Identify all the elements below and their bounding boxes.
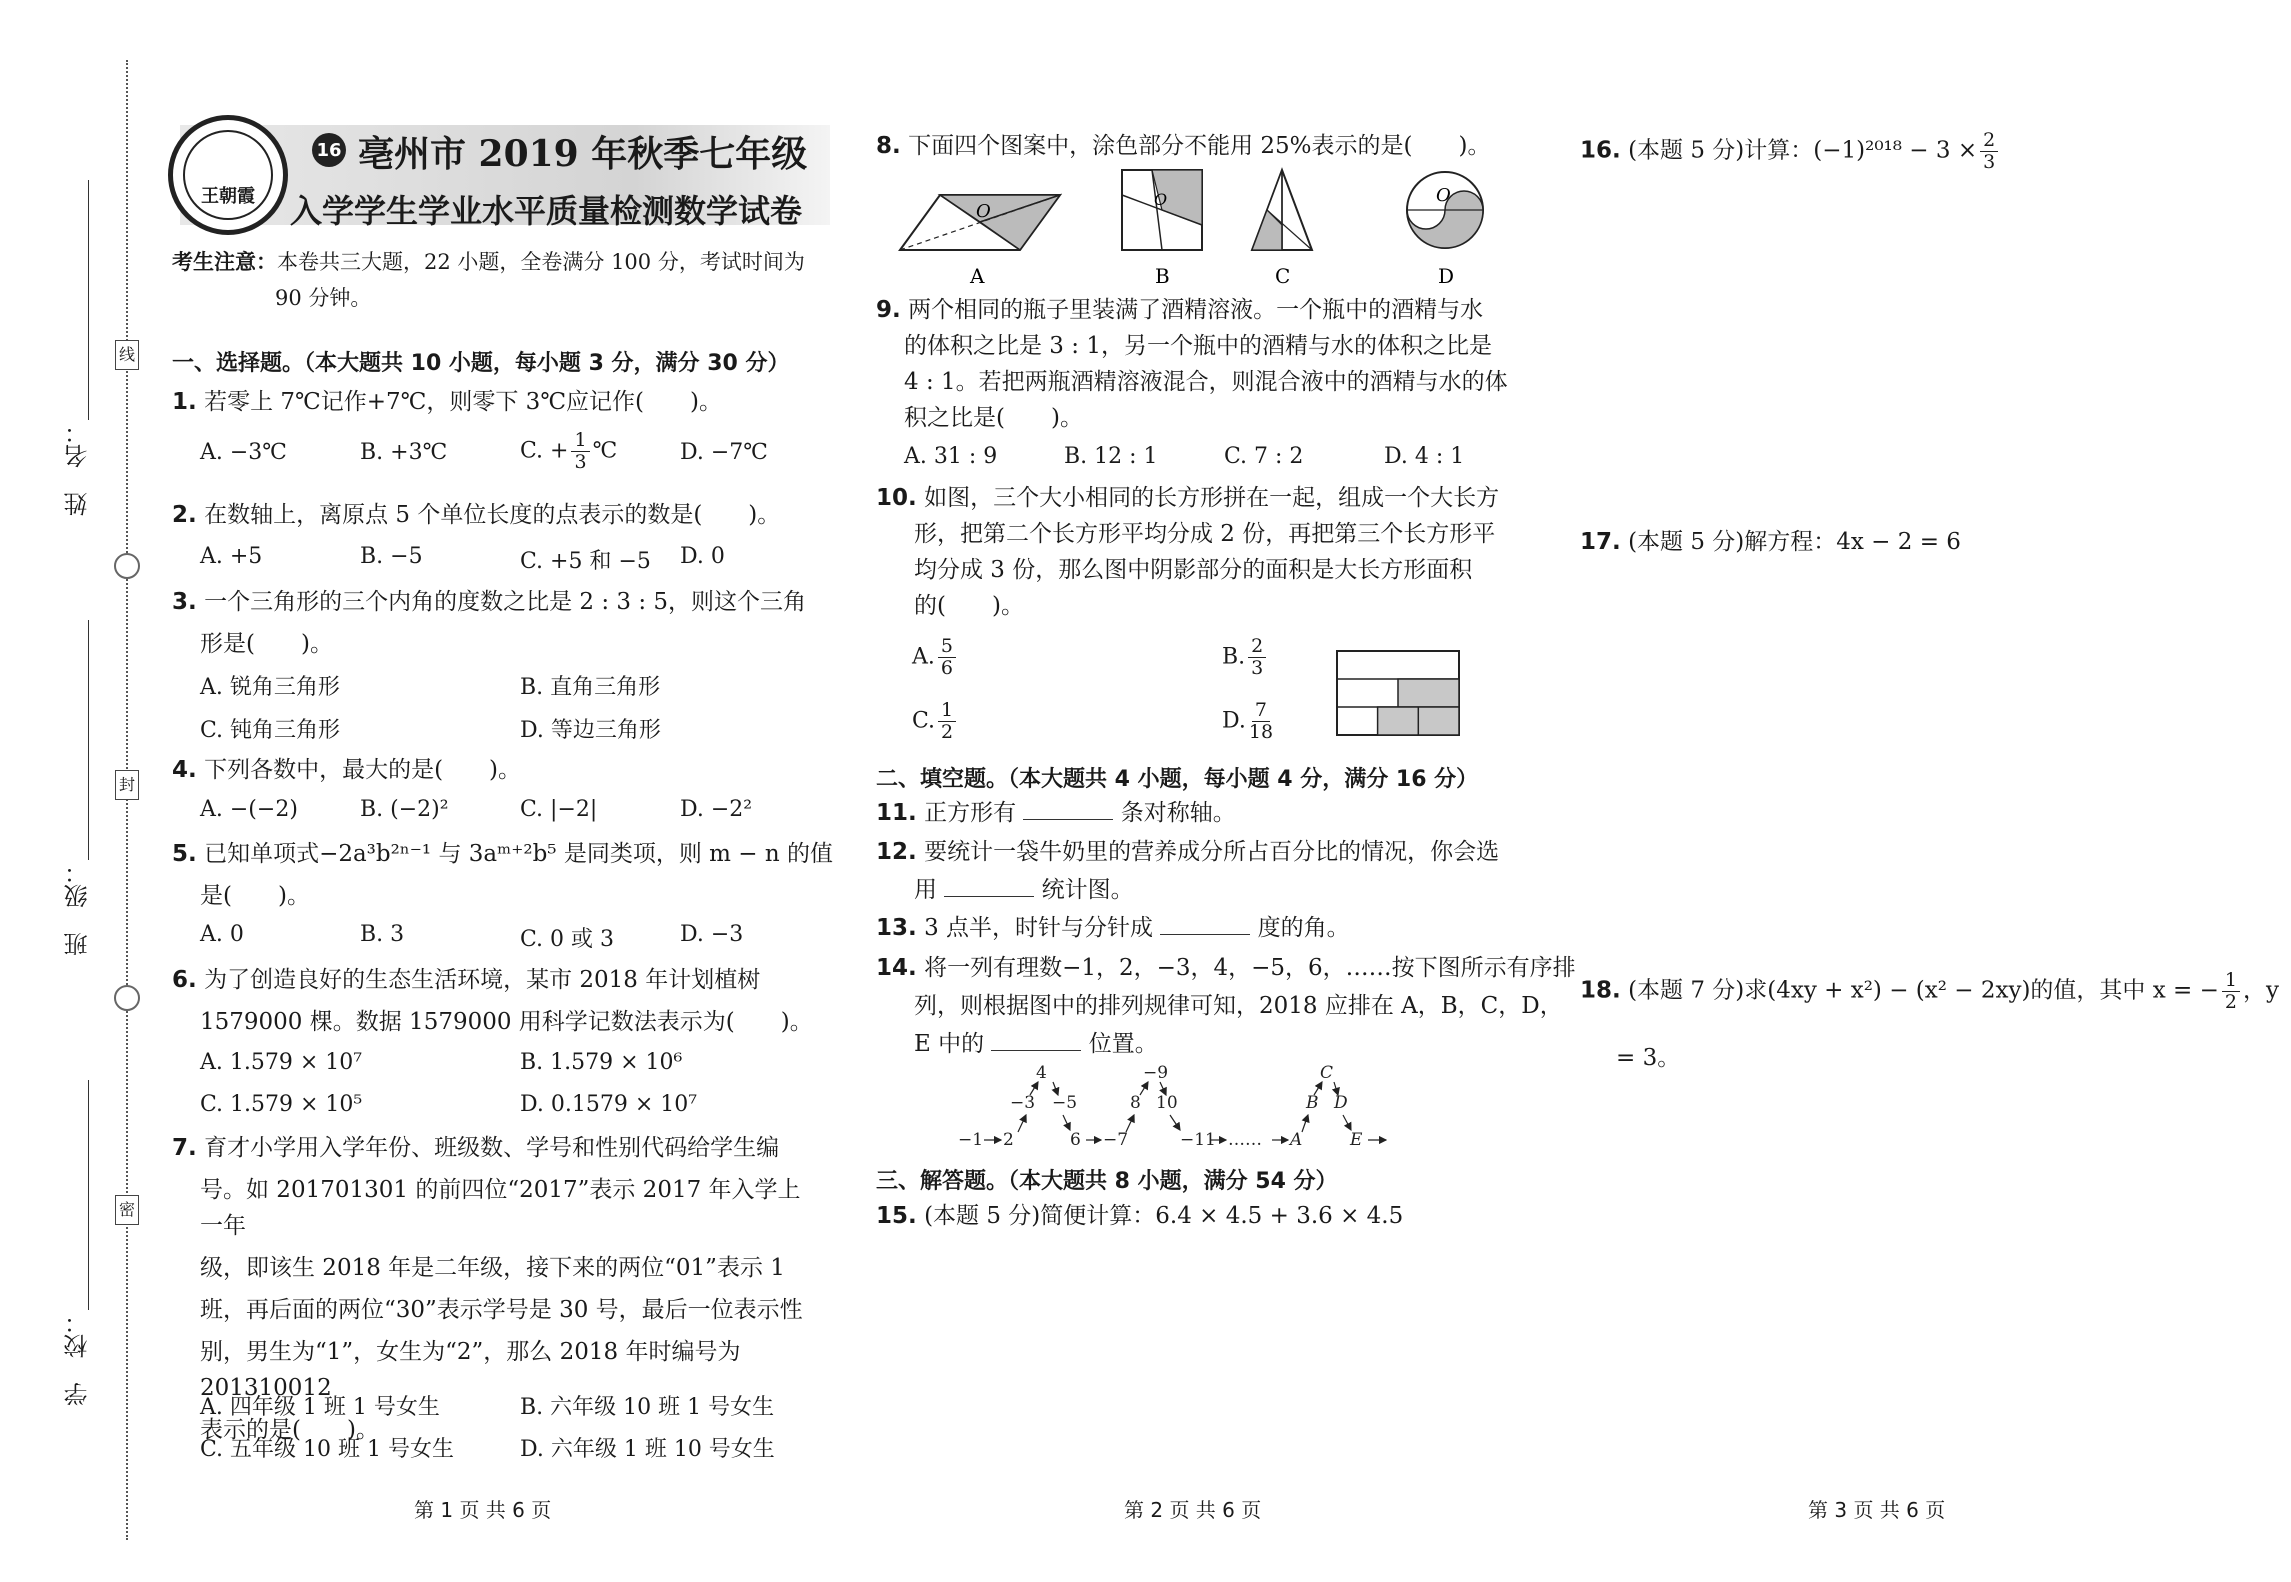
question-number: 7. — [172, 1135, 197, 1161]
question-18 — [1580, 970, 2279, 1013]
seq-value: 10 — [1156, 1093, 1178, 1113]
question-number: 18. — [1580, 977, 1621, 1004]
question-7-line — [172, 1130, 812, 1166]
q10-rectangle-figure — [1336, 650, 1462, 740]
question-3-cont: 形是( )。 — [200, 631, 333, 657]
q3-option-a: A. 锐角三角形 — [200, 675, 340, 700]
logo — [168, 115, 288, 235]
fraction-denominator: 3 — [1983, 151, 1996, 173]
q7-option-b: B. 六年级 10 班 1 号女生 — [520, 1395, 775, 1420]
question-text: 下面四个图案中，涂色部分不能用 25%表示的是( )。 — [908, 133, 1491, 159]
question-number: 10. — [876, 485, 917, 511]
paper-number: 16 — [316, 139, 342, 161]
figure-label-c: C — [1275, 264, 1291, 288]
binding-dotted-line — [126, 60, 128, 1540]
q10-option-b — [1222, 636, 1269, 679]
figure-label-a: A — [970, 264, 985, 288]
q10-option-a — [912, 636, 959, 679]
question-9 — [876, 292, 1516, 436]
school-underline — [88, 1080, 89, 1310]
fraction-denominator: 2 — [941, 721, 954, 743]
seq-value: −9 — [1143, 1063, 1169, 1083]
question-number: 6. — [172, 967, 197, 993]
fraction — [1980, 130, 1998, 173]
seq-value: −11 — [1180, 1130, 1216, 1150]
answer-blank[interactable] — [1023, 819, 1113, 820]
question-text: 统计图。 — [1041, 877, 1134, 903]
q5-option-d: D. −3 — [680, 922, 744, 947]
question-text: ，y — [2242, 977, 2279, 1004]
question-7-line: 表示的是( )。 — [200, 1417, 379, 1443]
q9-option-d: D. 4 : 1 — [1384, 444, 1465, 469]
q1-c-prefix: C. + — [520, 438, 569, 464]
question-12-cont — [914, 872, 1134, 908]
fraction-numerator: 5 — [938, 636, 956, 658]
question-text: (本题 5 分)简便计算：6.4 × 4.5 + 3.6 × 4.5 — [924, 1203, 1404, 1229]
question-text: 下列各数中，最大的是( )。 — [204, 757, 522, 783]
question-6 — [172, 962, 760, 998]
seq-value: 8 — [1130, 1093, 1141, 1113]
q4-option-a: A. −(−2) — [200, 797, 298, 822]
q6-option-d: D. 0.1579 × 10⁷ — [520, 1092, 698, 1117]
question-number: 13. — [876, 915, 917, 941]
question-number: 5. — [172, 841, 197, 867]
notice-text-2: 90 分钟。 — [275, 286, 372, 310]
option-letter: C. — [912, 708, 936, 734]
question-10-line — [876, 480, 1516, 516]
notice-label: 考生注意： — [172, 249, 277, 274]
section-2-title: 二、填空题。（本大题共 4 小题，每小题 4 分，满分 16 分） — [876, 767, 1479, 792]
question-text: 如图，三个大小相同的长方形拼在一起，组成一个大长方 — [924, 485, 1500, 511]
seq-position: A — [1290, 1130, 1303, 1150]
figure-a — [900, 195, 1060, 250]
question-number: 2. — [172, 502, 197, 528]
question-10 — [876, 480, 1516, 624]
seq-position: D — [1334, 1093, 1348, 1113]
question-number: 3. — [172, 589, 197, 615]
q10-option-c — [912, 700, 959, 743]
q9-option-c: C. 7 : 2 — [1224, 444, 1304, 469]
question-number: 14. — [876, 955, 917, 981]
q7-option-d: D. 六年级 1 班 10 号女生 — [520, 1437, 775, 1462]
page-footer-3: 第 3 页 共 6 页 — [1808, 1498, 1946, 1522]
answer-blank[interactable] — [944, 896, 1034, 897]
fraction-denominator: 18 — [1248, 721, 1274, 743]
question-number: 12. — [876, 839, 917, 865]
seq-value: −5 — [1052, 1093, 1078, 1113]
question-text: 正方形有 — [924, 800, 1017, 826]
seq-position: E — [1350, 1130, 1363, 1150]
seq-value: 6 — [1070, 1130, 1081, 1150]
q1-option-c — [520, 430, 617, 473]
fraction — [1248, 636, 1266, 679]
fraction — [938, 636, 956, 679]
q4-option-b: B. (−2)² — [360, 797, 449, 822]
question-number: 1. — [172, 389, 197, 415]
fraction — [2222, 970, 2240, 1013]
figure-label-d: D — [1438, 264, 1455, 288]
q2-option-b: B. −5 — [360, 544, 423, 569]
question-number: 9. — [876, 297, 901, 323]
seq-value: …… — [1228, 1130, 1262, 1150]
question-text: 将一列有理数−1，2，−3，4，−5，6，……按下图所示有序排 — [924, 955, 1576, 981]
question-10-line: 的( )。 — [914, 593, 1024, 619]
seal-mark-secret: 密 — [115, 1195, 139, 1225]
q3-option-b: B. 直角三角形 — [520, 675, 661, 700]
fraction-numerator: 2 — [1980, 130, 1998, 152]
q6-option-b: B. 1.579 × 10⁶ — [520, 1050, 683, 1075]
question-text: 已知单项式−2a³b²ⁿ⁻¹ 与 3aᵐ⁺²b⁵ 是同类项，则 m − n 的值 — [204, 841, 833, 867]
question-10-line: 形，把第二个长方形平均分成 2 份，再把第三个长方形平 — [914, 521, 1496, 547]
question-text: 两个相同的瓶子里装满了酒精溶液。一个瓶中的酒精与水 — [908, 297, 1484, 323]
seq-value: −1 — [958, 1130, 984, 1150]
question-11 — [876, 795, 1236, 831]
q5-option-a: A. 0 — [200, 922, 244, 947]
question-9-line: 积之比是( )。 — [904, 405, 1083, 431]
question-7-line: 号。如 201701301 的前四位“2017”表示 2017 年入学上一年 — [200, 1177, 801, 1239]
question-2 — [172, 497, 780, 533]
binding-hole-icon — [114, 553, 140, 579]
seq-value: 4 — [1036, 1063, 1047, 1083]
question-9-line: 4 : 1。若把两瓶酒精溶液混合，则混合液中的酒精与水的体 — [904, 369, 1508, 395]
class-label: 班 级： — [64, 860, 92, 956]
option-letter: B. — [1222, 644, 1246, 670]
question-text: 条对称轴。 — [1120, 800, 1236, 826]
q1-option-a: A. −3℃ — [200, 440, 287, 465]
question-7-line: 班，再后面的两位“30”表示学号是 30 号，最后一位表示性 — [200, 1297, 803, 1323]
fraction-denominator: 6 — [940, 657, 953, 679]
q1-option-b: B. +3℃ — [360, 440, 448, 465]
question-text: 3 点半，时针与分针成 — [924, 915, 1154, 941]
question-5 — [172, 836, 833, 872]
question-13 — [876, 910, 1350, 946]
question-text: (本题 5 分)计算：(−1)²⁰¹⁸ − 3 × — [1628, 137, 1978, 164]
q5-option-b: B. 3 — [360, 922, 405, 947]
fraction — [1249, 700, 1273, 743]
question-text: 要统计一袋牛奶里的营养成分所占百分比的情况，你会选 — [924, 839, 1500, 865]
name-label: 姓 名： — [64, 420, 92, 516]
logo-inner — [183, 130, 273, 220]
question-text: E 中的 — [914, 1031, 985, 1057]
question-number: 15. — [876, 1203, 917, 1229]
section-1-title: 一、选择题。（本大题共 10 小题，每小题 3 分，满分 30 分） — [172, 351, 790, 376]
q2-option-d: D. 0 — [680, 544, 725, 569]
question-9-line — [876, 292, 1516, 328]
figure-d-o: O — [1436, 185, 1451, 206]
page-footer-1: 第 1 页 共 6 页 — [414, 1498, 552, 1522]
name-underline — [88, 180, 89, 420]
notice-text: 本卷共三大题，22 小题，全卷满分 100 分，考试时间为 — [277, 250, 805, 274]
fraction-denominator: 3 — [574, 451, 587, 473]
question-14-cont: 列，则根据图中的排列规律可知，2018 应排在 A，B，C，D， — [914, 993, 1563, 1019]
question-text: 位置。 — [1088, 1031, 1158, 1057]
fraction — [938, 700, 956, 743]
fraction-numerator: 1 — [2222, 970, 2240, 992]
q2-option-c: C. +5 和 −5 — [520, 549, 651, 574]
q3-option-d: D. 等边三角形 — [520, 718, 661, 743]
question-number: 16. — [1580, 137, 1621, 164]
question-text: 育才小学用入学年份、班级数、学号和性别代码给学生编 — [204, 1135, 780, 1161]
q9-option-a: A. 31 : 9 — [904, 444, 998, 469]
q8-figures — [890, 165, 1510, 290]
seal-mark-line: 线 — [115, 340, 139, 370]
section-3-title: 三、解答题。（本大题共 8 小题，满分 54 分） — [876, 1169, 1338, 1194]
figure-b — [1122, 170, 1202, 250]
binding-hole-icon — [114, 985, 140, 1011]
question-6-cont: 1579000 棵。数据 1579000 用科学记数法表示为( )。 — [200, 1009, 813, 1035]
school-label: 学 校： — [64, 1310, 92, 1406]
question-text: 在数轴上，离原点 5 个单位长度的点表示的数是( )。 — [204, 502, 781, 528]
figure-c — [1252, 170, 1312, 250]
answer-blank[interactable] — [1160, 934, 1250, 935]
q10-option-d — [1222, 700, 1276, 743]
seq-value: −3 — [1010, 1093, 1036, 1113]
question-9-line: 的体积之比是 3 : 1，另一个瓶中的酒精与水的体积之比是 — [904, 333, 1492, 359]
question-16 — [1580, 130, 2001, 173]
q14-sequence-diagram — [958, 1060, 1428, 1155]
question-8 — [876, 128, 1490, 164]
question-text: 度的角。 — [1257, 915, 1350, 941]
option-letter: D. — [1222, 708, 1246, 734]
page-footer-2: 第 2 页 共 6 页 — [1124, 1498, 1262, 1522]
question-7-line: 级，即该生 2018 年是二年级，接下来的两位“01”表示 1 — [200, 1255, 785, 1281]
question-14-cont-2 — [914, 1026, 1158, 1062]
fraction-denominator: 3 — [1251, 657, 1264, 679]
option-letter: A. — [912, 644, 935, 670]
fraction-denominator: 2 — [2224, 991, 2237, 1013]
seq-value: −7 — [1103, 1130, 1129, 1150]
question-text: 用 — [914, 877, 937, 903]
question-3 — [172, 584, 806, 620]
q6-option-a: A. 1.579 × 10⁷ — [200, 1050, 363, 1075]
seq-position: C — [1320, 1063, 1334, 1083]
notice — [172, 244, 805, 280]
question-text: 为了创造良好的生态生活环境，某市 2018 年计划植树 — [204, 967, 761, 993]
question-15 — [876, 1198, 1403, 1234]
seq-position: B — [1306, 1093, 1319, 1113]
question-number: 11. — [876, 800, 917, 826]
question-4 — [172, 752, 521, 788]
paper-number-badge — [312, 133, 346, 167]
title-line-2: 入学学生学业水平质量检测数学试卷 — [290, 192, 803, 230]
question-10-line: 均分成 3 份，那么图中阴影部分的面积是大长方形面积 — [914, 557, 1473, 583]
q1-c-fraction — [571, 430, 589, 473]
figure-a-o: O — [976, 201, 991, 222]
title-line-1: 亳州市 2019 年秋季七年级 — [358, 133, 808, 175]
seq-value: 2 — [1003, 1130, 1014, 1150]
q4-option-d: D. −2² — [680, 797, 753, 822]
q6-option-c: C. 1.579 × 10⁵ — [200, 1092, 363, 1117]
question-1 — [172, 384, 722, 420]
question-text: 若零上 7℃记作+7℃，则零下 3℃应记作( )。 — [204, 389, 722, 415]
question-number: 17. — [1580, 529, 1621, 555]
question-12 — [876, 834, 1499, 870]
fraction-numerator: 1 — [938, 700, 956, 722]
seal-mark-seal: 封 — [115, 770, 139, 800]
answer-blank[interactable] — [991, 1050, 1081, 1051]
class-underline — [88, 620, 89, 860]
question-text: (本题 7 分)求(4xy + x²) − (x² − 2xy)的值，其中 x = − — [1628, 977, 2219, 1004]
figure-label-b: B — [1155, 264, 1170, 288]
question-18-cont: = 3。 — [1616, 1045, 1681, 1071]
figure-d — [1407, 172, 1483, 248]
fraction-numerator: 2 — [1248, 636, 1266, 658]
question-text: 一个三角形的三个内角的度数之比是 2 : 3 : 5，则这个三角 — [204, 589, 807, 615]
question-number: 8. — [876, 133, 901, 159]
q7-option-a: A. 四年级 1 班 1 号女生 — [200, 1395, 440, 1420]
figure-b-o: O — [1154, 190, 1168, 209]
q9-option-b: B. 12 : 1 — [1064, 444, 1158, 469]
q5-option-c: C. 0 或 3 — [520, 927, 615, 952]
q1-c-suffix: ℃ — [592, 438, 618, 464]
question-number: 4. — [172, 757, 197, 783]
fraction-numerator: 7 — [1252, 700, 1270, 722]
q4-option-c: C. |−2| — [520, 797, 598, 822]
q1-option-d: D. −7℃ — [680, 440, 768, 465]
question-text: (本题 5 分)解方程：4x − 2 = 6 — [1628, 529, 1961, 555]
question-14 — [876, 950, 1576, 986]
question-17 — [1580, 524, 1961, 560]
logo-text: 王朝霞 — [201, 186, 255, 207]
fraction-numerator: 1 — [571, 430, 589, 452]
question-5-cont: 是( )。 — [200, 883, 310, 909]
q3-option-c: C. 钝角三角形 — [200, 718, 341, 743]
question-7-line: 别，男生为“1”，女生为“2”，那么 2018 年时编号为 201310012 — [200, 1339, 741, 1401]
q7-option-c: C. 五年级 10 班 1 号女生 — [200, 1437, 454, 1462]
q2-option-a: A. +5 — [200, 544, 263, 569]
